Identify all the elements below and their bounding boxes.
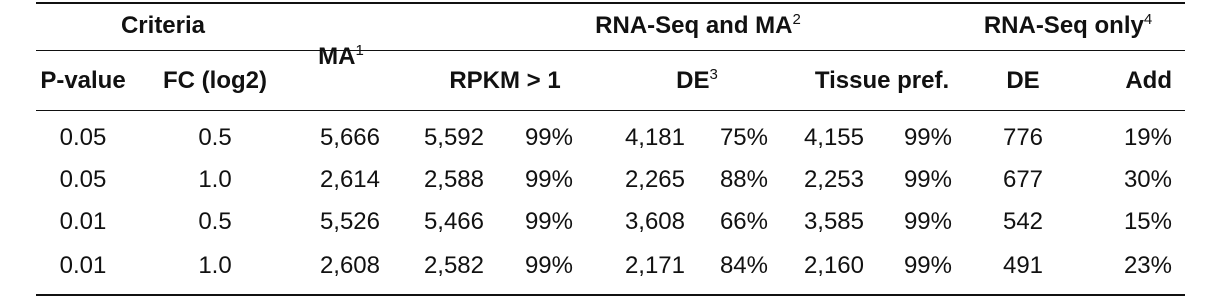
cell-tissue-pct: 99%: [903, 208, 952, 235]
cell-de-pct: 88%: [719, 166, 768, 193]
cell-tissue: 3,585: [803, 208, 864, 235]
cell-de-pct: 84%: [719, 252, 768, 279]
cell-de: 2,171: [624, 252, 685, 279]
cell-fc: 1.0: [198, 252, 232, 279]
top-rule: [36, 2, 1185, 4]
cell-de-pct: 66%: [719, 208, 768, 235]
header-tissue-pref: Tissue pref.: [814, 67, 950, 94]
cell-fc: 0.5: [198, 208, 232, 235]
header-rnaseq-only: [983, 11, 1153, 39]
cell-tissue-pct: 99%: [903, 252, 952, 279]
cell-de: 2,265: [624, 166, 685, 193]
cell-ma: 5,526: [319, 208, 380, 235]
cell-tissue: 2,253: [803, 166, 864, 193]
cell-rpkm-pct: 99%: [524, 252, 573, 279]
header-de-footnote: 3: [709, 66, 718, 83]
header-fc: FC (log2): [163, 67, 267, 94]
header-pvalue: P-value: [40, 67, 126, 94]
cell-de-only: 491: [1002, 252, 1044, 279]
cell-tissue: 4,155: [803, 124, 864, 151]
cell-de-only: 542: [1002, 208, 1044, 235]
header-ma: [318, 42, 364, 70]
header-rnaseq-only-footnote: 4: [1143, 11, 1153, 28]
cell-rpkm-pct: 99%: [524, 208, 573, 235]
header-rnaseq-ma-label: RNA-Seq and MA: [595, 12, 793, 39]
header-de: [676, 66, 718, 94]
cell-ma: 2,608: [319, 252, 380, 279]
cell-tissue: 2,160: [803, 252, 864, 279]
header-de-only: DE: [1006, 67, 1040, 94]
bottom-rule: [36, 294, 1185, 296]
header-criteria: Criteria: [120, 12, 206, 39]
header-ma-label: MA: [318, 43, 356, 70]
header-rnaseq-ma: [595, 11, 801, 39]
cell-add: 15%: [1123, 208, 1172, 235]
cell-pvalue: 0.05: [59, 124, 107, 151]
cell-de-only: 677: [1002, 166, 1044, 193]
cell-de-only: 776: [1002, 124, 1044, 151]
cell-add: 19%: [1123, 124, 1172, 151]
cell-tissue-pct: 99%: [903, 166, 952, 193]
cell-add: 30%: [1123, 166, 1172, 193]
header-de-label: DE: [676, 67, 710, 94]
cell-de-pct: 75%: [719, 124, 768, 151]
cell-rpkm-pct: 99%: [524, 124, 573, 151]
cell-de: 3,608: [624, 208, 685, 235]
header-rnaseq-only-label: RNA-Seq only: [983, 12, 1144, 39]
cell-pvalue: 0.05: [59, 166, 107, 193]
cell-tissue-pct: 99%: [903, 124, 952, 151]
header-bottom-rule: [36, 110, 1185, 111]
header-rpkm: RPKM > 1: [449, 67, 561, 94]
cell-add: 23%: [1123, 252, 1172, 279]
cell-rpkm: 5,592: [423, 124, 484, 151]
header-add: Add: [1125, 67, 1172, 94]
header-midrule: [36, 50, 1185, 51]
cell-ma: 5,666: [319, 124, 380, 151]
header-ma-footnote: 1: [355, 42, 364, 59]
cell-pvalue: 0.01: [59, 208, 107, 235]
cell-ma: 2,614: [319, 166, 380, 193]
cell-rpkm: 2,588: [423, 166, 484, 193]
cell-de: 4,181: [624, 124, 685, 151]
cell-rpkm: 5,466: [423, 208, 484, 235]
cell-rpkm: 2,582: [423, 252, 484, 279]
cell-fc: 1.0: [198, 166, 232, 193]
header-rnaseq-ma-footnote: 2: [792, 11, 801, 28]
cell-pvalue: 0.01: [59, 252, 107, 279]
cell-fc: 0.5: [198, 124, 232, 151]
cell-rpkm-pct: 99%: [524, 166, 573, 193]
